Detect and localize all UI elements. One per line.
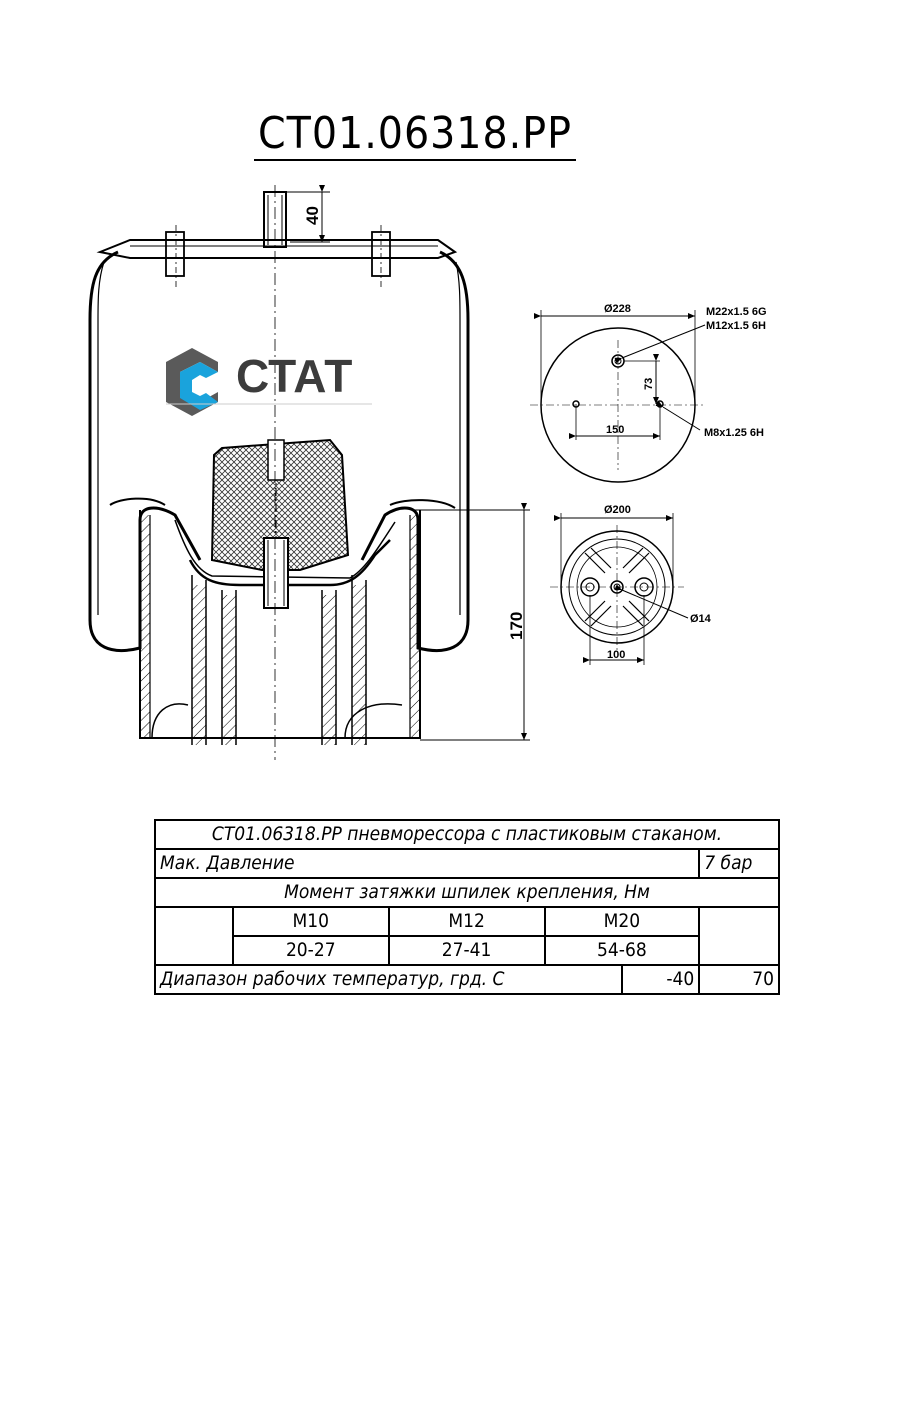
air-spring-side-view [90,185,468,760]
drawing-title-text: CT01.06318.PP [254,108,576,161]
dim-total-height-label: 170 [507,611,526,640]
temp-min: -40 [622,965,700,994]
torque-val-m20: 54-68 [545,936,700,965]
dim-stud-height-label: 40 [303,206,322,225]
temp-label: Диапазон рабочих температур, грд. С [155,965,545,994]
top-plate-spacing: 150 [606,424,625,436]
top-plate-offset: 73 [643,377,655,390]
torque-heading-row [155,878,779,907]
torque-col-m10: M10 [233,907,389,936]
bottom-plate-hole: Ø14 [690,613,711,625]
spec-table [154,819,780,995]
torque-heading: Момент затяжки шпилек крепления, Нм [155,878,779,907]
pressure-row [155,849,779,878]
bottom-plate-diameter: Ø200 [604,504,631,516]
torque-empty-right [699,907,779,965]
torque-val-m10: 20-27 [233,936,389,965]
pressure-value: 7 бар [699,849,779,878]
torque-col-m20: M20 [545,907,700,936]
pressure-label: Мак. Давление [155,849,699,878]
spec-heading: CT01.06318.PP пневморессора с пластиковым стаканом. [155,820,779,849]
top-plate-view [530,310,706,482]
left-stud [166,232,184,276]
torque-columns-row [155,907,779,936]
top-plate-diameter: Ø228 [604,303,631,315]
logo-text: СТАТ [236,350,353,402]
company-logo [166,348,372,416]
thread-side: M8x1.25 6H [704,427,764,439]
top-plate [100,240,455,258]
torque-col-m12: M12 [389,907,545,936]
temp-spacer [545,965,622,994]
torque-empty-left [155,907,233,965]
thread-main-2: M12x1.5 6H [706,320,766,332]
torque-val-m12: 27-41 [389,936,545,965]
temp-row [155,965,779,994]
thread-main-1: M22x1.5 6G [706,306,767,318]
spec-heading-row [155,820,779,849]
temp-max: 70 [699,965,779,994]
torque-values-row [155,936,779,965]
bottom-plate-view [550,513,688,665]
bottom-plate-spacing: 100 [607,649,626,661]
